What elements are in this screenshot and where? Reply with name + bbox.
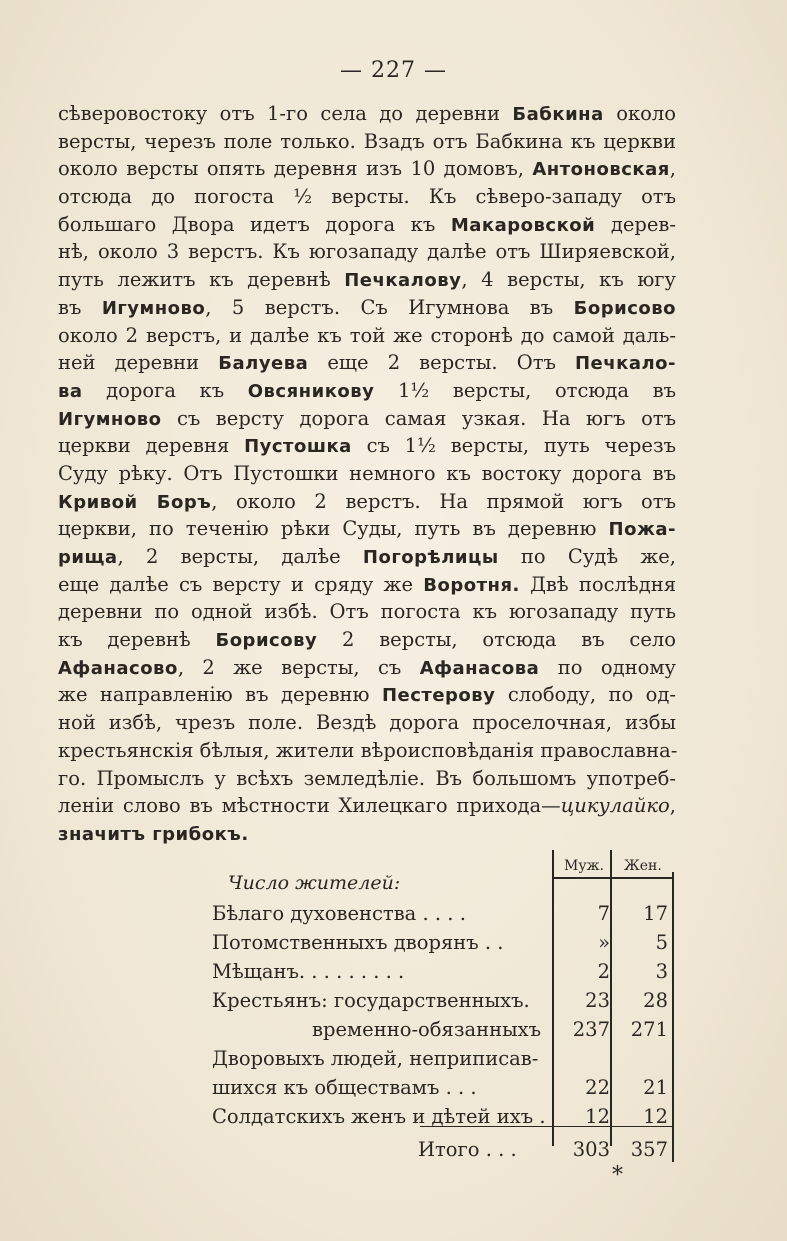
text-run: ной избѣ, чрезъ поле. Вездѣ дорога проселочная, избы bbox=[58, 711, 676, 735]
text-run: по Судѣ же, bbox=[498, 545, 677, 568]
text-run: , 4 версты, къ югу bbox=[461, 268, 677, 292]
text-line bbox=[58, 598, 676, 626]
text-line bbox=[58, 488, 676, 516]
text-line bbox=[58, 709, 676, 737]
text-line bbox=[58, 543, 676, 571]
body-paragraph bbox=[58, 100, 676, 848]
total-male: 303 bbox=[572, 1138, 610, 1161]
bold-place-name: ва bbox=[58, 380, 83, 402]
text-run: деревни по одной избѣ. Отъ погоста къ югозападу путь bbox=[58, 600, 676, 624]
table-row-label: Бѣлаго духовенства . . . . bbox=[212, 902, 466, 925]
text-run: го. Промыслъ у всѣхъ земледѣліе. Въ большомъ употреб- bbox=[58, 766, 676, 790]
text-run: около bbox=[603, 102, 676, 125]
text-line bbox=[58, 349, 676, 377]
text-line bbox=[58, 128, 676, 156]
table-cell-female: 28 bbox=[643, 989, 668, 1012]
table-cell-female: 21 bbox=[643, 1076, 668, 1099]
text-line bbox=[58, 266, 676, 294]
column-rule-right bbox=[672, 872, 674, 1162]
text-run: , около 2 верстъ. На прямой югъ отъ bbox=[211, 489, 676, 513]
text-run: большаго Двора идетъ дорога къ bbox=[58, 212, 451, 236]
table-row-label: Крестьянъ: государственныхъ. bbox=[212, 989, 530, 1012]
text-run: крестьянскія бѣлыя, жители вѣроисповѣданія православна- bbox=[58, 738, 678, 762]
table-cell-male: 237 bbox=[572, 1018, 610, 1041]
text-line bbox=[58, 294, 676, 322]
text-run: нѣ, около 3 верстъ. Къ югозападу далѣе отъ Ширяевской, bbox=[58, 240, 676, 264]
text-line bbox=[58, 322, 676, 350]
text-run: къ деревнѣ bbox=[58, 628, 216, 652]
bold-place-name: Игумново bbox=[101, 297, 206, 319]
table-cell-male: 12 bbox=[585, 1105, 610, 1128]
footer-mark: * bbox=[612, 1163, 623, 1188]
text-line bbox=[58, 820, 676, 848]
table-title: Число жителей: bbox=[228, 872, 401, 894]
bold-place-name: Макаровской bbox=[450, 214, 596, 236]
text-run: Двѣ послѣдня bbox=[519, 572, 676, 596]
column-rule-middle bbox=[610, 850, 612, 1146]
text-run: съ версту дорога самая узкая. На югъ отъ bbox=[161, 406, 676, 430]
text-run: , bbox=[669, 157, 676, 181]
table-cell-female: 17 bbox=[643, 902, 668, 925]
bold-place-name: Пожа- bbox=[608, 519, 676, 541]
table-cell-male: 7 bbox=[597, 902, 610, 925]
table-cell-female: 12 bbox=[643, 1105, 668, 1128]
text-run: въ bbox=[58, 295, 102, 319]
column-rule-left bbox=[552, 850, 554, 1146]
text-run: леніи слово въ мѣстности Хилецкаго прихода— bbox=[58, 794, 561, 818]
header-female: Жен. bbox=[624, 858, 662, 874]
text-run: сѣверовостоку отъ 1-го села до деревни bbox=[58, 102, 513, 125]
table-cell-male: 2 bbox=[597, 960, 610, 983]
text-run: около версты опять деревня изъ 10 домовъ, bbox=[58, 157, 533, 181]
bold-place-name: Балуева bbox=[218, 353, 309, 375]
text-run: дорога къ bbox=[82, 378, 248, 402]
bold-place-name: Афанасово bbox=[58, 657, 178, 679]
text-run: , 2 версты, далѣе bbox=[117, 545, 363, 568]
table-row-label: Солдатскихъ женъ и дѣтей ихъ . bbox=[212, 1105, 546, 1128]
bold-place-name: Игумново bbox=[58, 408, 162, 430]
bold-place-name: Афанасова bbox=[419, 657, 540, 679]
text-line bbox=[58, 765, 676, 793]
table-cell-male: 23 bbox=[585, 989, 610, 1012]
text-line bbox=[58, 792, 676, 820]
bold-place-name: Кривой Боръ bbox=[58, 491, 212, 513]
table-row-label: Мѣщанъ. . . . . . . . . bbox=[212, 960, 405, 983]
bold-place-name: Пустошка bbox=[244, 436, 352, 458]
bold-place-name: значитъ грибокъ. bbox=[58, 823, 249, 845]
text-run: путь лежитъ къ деревнѣ bbox=[58, 268, 345, 292]
bold-place-name: Погорѣлицы bbox=[362, 547, 499, 568]
text-run: церкви, по теченію рѣки Суды, путь въ деревню bbox=[58, 517, 609, 541]
table-row-label: шихся къ обществамъ . . . bbox=[212, 1076, 477, 1099]
text-line bbox=[58, 571, 676, 599]
total-label: Итого . . . bbox=[418, 1138, 517, 1161]
bold-place-name: Бабкина bbox=[512, 104, 604, 125]
text-run: слободу, по од- bbox=[495, 683, 676, 707]
text-line bbox=[58, 211, 676, 239]
bold-place-name: рища bbox=[58, 547, 118, 568]
text-run: , 5 верстъ. Съ Игумнова въ bbox=[205, 295, 574, 319]
header-rule bbox=[552, 877, 673, 879]
text-line bbox=[58, 100, 676, 128]
bold-place-name: Антоновская bbox=[532, 159, 670, 181]
italic-word: цикулайко bbox=[560, 794, 670, 818]
text-line bbox=[58, 626, 676, 654]
text-run: 1½ версты, отсюда въ bbox=[374, 378, 676, 402]
bold-place-name: Печкало- bbox=[574, 353, 676, 375]
bold-place-name: Овсяникову bbox=[247, 380, 375, 402]
text-line bbox=[58, 681, 676, 709]
text-run: 2 версты, отсюда въ село bbox=[317, 628, 677, 652]
text-run: еще далѣе съ версту и сряду же bbox=[58, 572, 424, 596]
page-number: — 227 — bbox=[340, 58, 447, 83]
text-line bbox=[58, 737, 676, 765]
table-cell-male: » bbox=[598, 931, 610, 954]
text-run: ней деревни bbox=[58, 351, 219, 375]
text-line bbox=[58, 238, 676, 266]
bold-place-name: Печкалову bbox=[344, 270, 462, 292]
text-run: церкви деревня bbox=[58, 434, 245, 458]
text-run: еще 2 версты. Отъ bbox=[308, 351, 575, 375]
text-run: около 2 верстъ, и далѣе къ той же сторонѣ до самой даль- bbox=[58, 323, 676, 347]
text-run: отсюда до погоста ½ версты. Къ сѣверо-западу отъ bbox=[58, 185, 676, 209]
text-line bbox=[58, 377, 676, 405]
text-line bbox=[58, 460, 676, 488]
bold-place-name: Борисову bbox=[215, 630, 318, 652]
table-cell-female: 5 bbox=[655, 931, 668, 954]
text-line bbox=[58, 654, 676, 682]
bold-place-name: Пестерову bbox=[381, 685, 496, 707]
text-line bbox=[58, 405, 676, 433]
text-line bbox=[58, 432, 676, 460]
table-cell-female: 3 bbox=[655, 960, 668, 983]
text-run: дерев- bbox=[595, 212, 676, 236]
text-run: Суду рѣку. Отъ Пустошки немного къ востоку дорога въ bbox=[58, 461, 676, 485]
text-run: съ 1½ версты, путь черезъ bbox=[351, 434, 677, 458]
bold-place-name: Борисово bbox=[573, 297, 676, 319]
text-run: по одному bbox=[539, 655, 676, 679]
text-run: , 2 же версты, съ bbox=[177, 655, 420, 679]
population-table bbox=[0, 850, 787, 1180]
text-run: версты, черезъ поле только. Взадъ отъ Бабкина къ церкви bbox=[58, 129, 676, 153]
header-male: Муж. bbox=[564, 858, 604, 874]
table-cell-male: 22 bbox=[585, 1076, 610, 1099]
text-run: , bbox=[669, 794, 676, 818]
text-line bbox=[58, 183, 676, 211]
bold-place-name: Воротня. bbox=[423, 574, 520, 596]
table-row-label: Дворовыхъ людей, неприписав- bbox=[212, 1047, 539, 1070]
table-row-label: временно-обязанныхъ bbox=[312, 1018, 541, 1041]
table-cell-female: 271 bbox=[630, 1018, 668, 1041]
text-run: же направленію въ деревню bbox=[58, 683, 382, 707]
text-line bbox=[58, 515, 676, 543]
text-line bbox=[58, 155, 676, 183]
total-female: 357 bbox=[630, 1138, 668, 1161]
table-row-label: Потомственныхъ дворянъ . . bbox=[212, 931, 504, 954]
